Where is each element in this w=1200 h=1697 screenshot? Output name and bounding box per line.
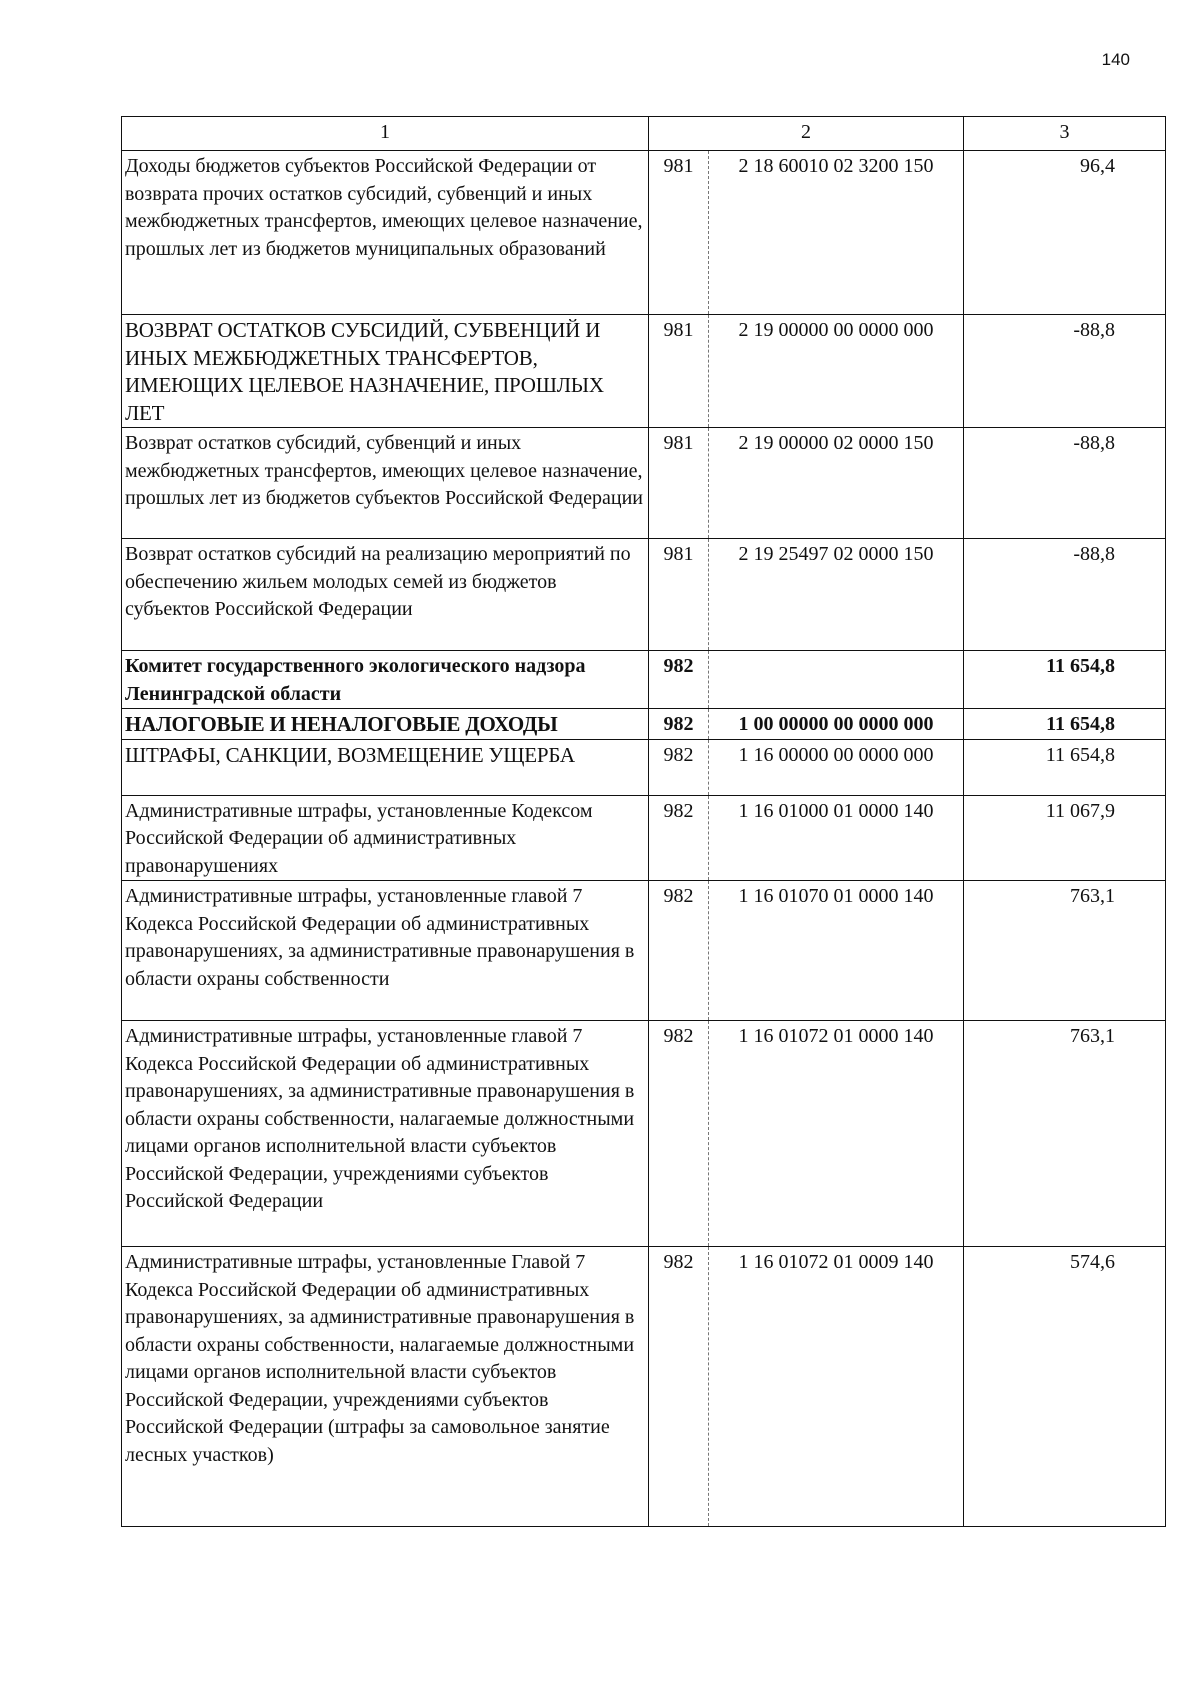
row-name: Возврат остатков субсидий, субвенций и иных межбюджетных трансфертов, имеющих целевое назначение, прошлых лет из бюджетов субъектов Российской Федерации <box>122 428 649 539</box>
row-budget-code: 1 16 01072 01 0009 140 <box>709 1247 964 1527</box>
table-row <box>122 315 1166 428</box>
row-amount: 11 654,8 <box>964 709 1166 740</box>
row-amount: 11 654,8 <box>964 651 1166 709</box>
row-amount: -88,8 <box>964 315 1166 428</box>
table-row <box>122 881 1166 1021</box>
row-name: Комитет государственного экологического надзора Ленинградской области <box>122 651 649 709</box>
row-admin-code: 982 <box>649 1247 709 1527</box>
row-name: Административные штрафы, установленные главой 7 Кодекса Российской Федерации об административных правонарушениях, за административные правонарушения в области охраны собственности, налагаемые должностными лицами органов исполнительной власти субъектов Российской Федерации, учреждениями субъектов Российской Федерации <box>122 1021 649 1247</box>
row-budget-code <box>709 651 964 709</box>
table-row <box>122 151 1166 315</box>
row-budget-code: 2 19 25497 02 0000 150 <box>709 539 964 651</box>
table-row <box>122 539 1166 651</box>
row-admin-code: 981 <box>649 315 709 428</box>
row-name: Административные штрафы, установленные главой 7 Кодекса Российской Федерации об административных правонарушениях, за административные правонарушения в области охраны собственности <box>122 881 649 1021</box>
row-amount: 574,6 <box>964 1247 1166 1527</box>
row-amount: 763,1 <box>964 881 1166 1021</box>
table-row <box>122 795 1166 881</box>
row-budget-code: 1 16 01072 01 0000 140 <box>709 1021 964 1247</box>
table-header-row <box>122 117 1166 151</box>
row-admin-code: 981 <box>649 151 709 315</box>
row-amount: 763,1 <box>964 1021 1166 1247</box>
row-admin-code: 982 <box>649 881 709 1021</box>
row-budget-code: 2 18 60010 02 3200 150 <box>709 151 964 315</box>
row-budget-code: 2 19 00000 00 0000 000 <box>709 315 964 428</box>
row-budget-code: 2 19 00000 02 0000 150 <box>709 428 964 539</box>
row-amount: 11 067,9 <box>964 795 1166 881</box>
table-row <box>122 428 1166 539</box>
row-admin-code: 982 <box>649 795 709 881</box>
row-amount: 96,4 <box>964 151 1166 315</box>
table-row <box>122 1247 1166 1527</box>
row-admin-code: 981 <box>649 539 709 651</box>
page-number: 140 <box>1101 50 1130 69</box>
row-budget-code: 1 00 00000 00 0000 000 <box>709 709 964 740</box>
row-admin-code: 982 <box>649 739 709 795</box>
row-name: НАЛОГОВЫЕ И НЕНАЛОГОВЫЕ ДОХОДЫ <box>122 709 649 740</box>
table-row <box>122 739 1166 795</box>
row-budget-code: 1 16 01070 01 0000 140 <box>709 881 964 1021</box>
table-row <box>122 709 1166 740</box>
table-row <box>122 651 1166 709</box>
row-admin-code: 982 <box>649 709 709 740</box>
budget-table <box>121 116 1166 1527</box>
row-amount: -88,8 <box>964 539 1166 651</box>
header-col-1: 1 <box>122 117 649 151</box>
row-name: ВОЗВРАТ ОСТАТКОВ СУБСИДИЙ, СУБВЕНЦИЙ И ИНЫХ МЕЖБЮДЖЕТНЫХ ТРАНСФЕРТОВ, ИМЕЮЩИХ ЦЕЛЕВОЕ НАЗНАЧЕНИЕ, ПРОШЛЫХ ЛЕТ <box>122 315 649 428</box>
header-col-2: 2 <box>649 117 964 151</box>
row-admin-code: 982 <box>649 1021 709 1247</box>
row-budget-code: 1 16 01000 01 0000 140 <box>709 795 964 881</box>
table-row <box>122 1021 1166 1247</box>
row-name: Возврат остатков субсидий на реализацию мероприятий по обеспечению жильем молодых семей из бюджетов субъектов Российской Федерации <box>122 539 649 651</box>
row-budget-code: 1 16 00000 00 0000 000 <box>709 739 964 795</box>
header-col-3: 3 <box>964 117 1166 151</box>
row-name: Доходы бюджетов субъектов Российской Федерации от возврата прочих остатков субсидий, субвенций и иных межбюджетных трансфертов, имеющих целевое назначение, прошлых лет из бюджетов муниципальных образований <box>122 151 649 315</box>
row-amount: 11 654,8 <box>964 739 1166 795</box>
row-admin-code: 982 <box>649 651 709 709</box>
row-name: Административные штрафы, установленные Главой 7 Кодекса Российской Федерации об административных правонарушениях, за административные правонарушения в области охраны собственности, налагаемые должностными лицами органов исполнительной власти субъектов Российской Федерации, учреждениями субъектов Российской Федерации (штрафы за самовольное занятие лесных участков) <box>122 1247 649 1527</box>
row-amount: -88,8 <box>964 428 1166 539</box>
row-name: Административные штрафы, установленные Кодексом Российской Федерации об административных правонарушениях <box>122 795 649 881</box>
row-admin-code: 981 <box>649 428 709 539</box>
row-name: ШТРАФЫ, САНКЦИИ, ВОЗМЕЩЕНИЕ УЩЕРБА <box>122 739 649 795</box>
